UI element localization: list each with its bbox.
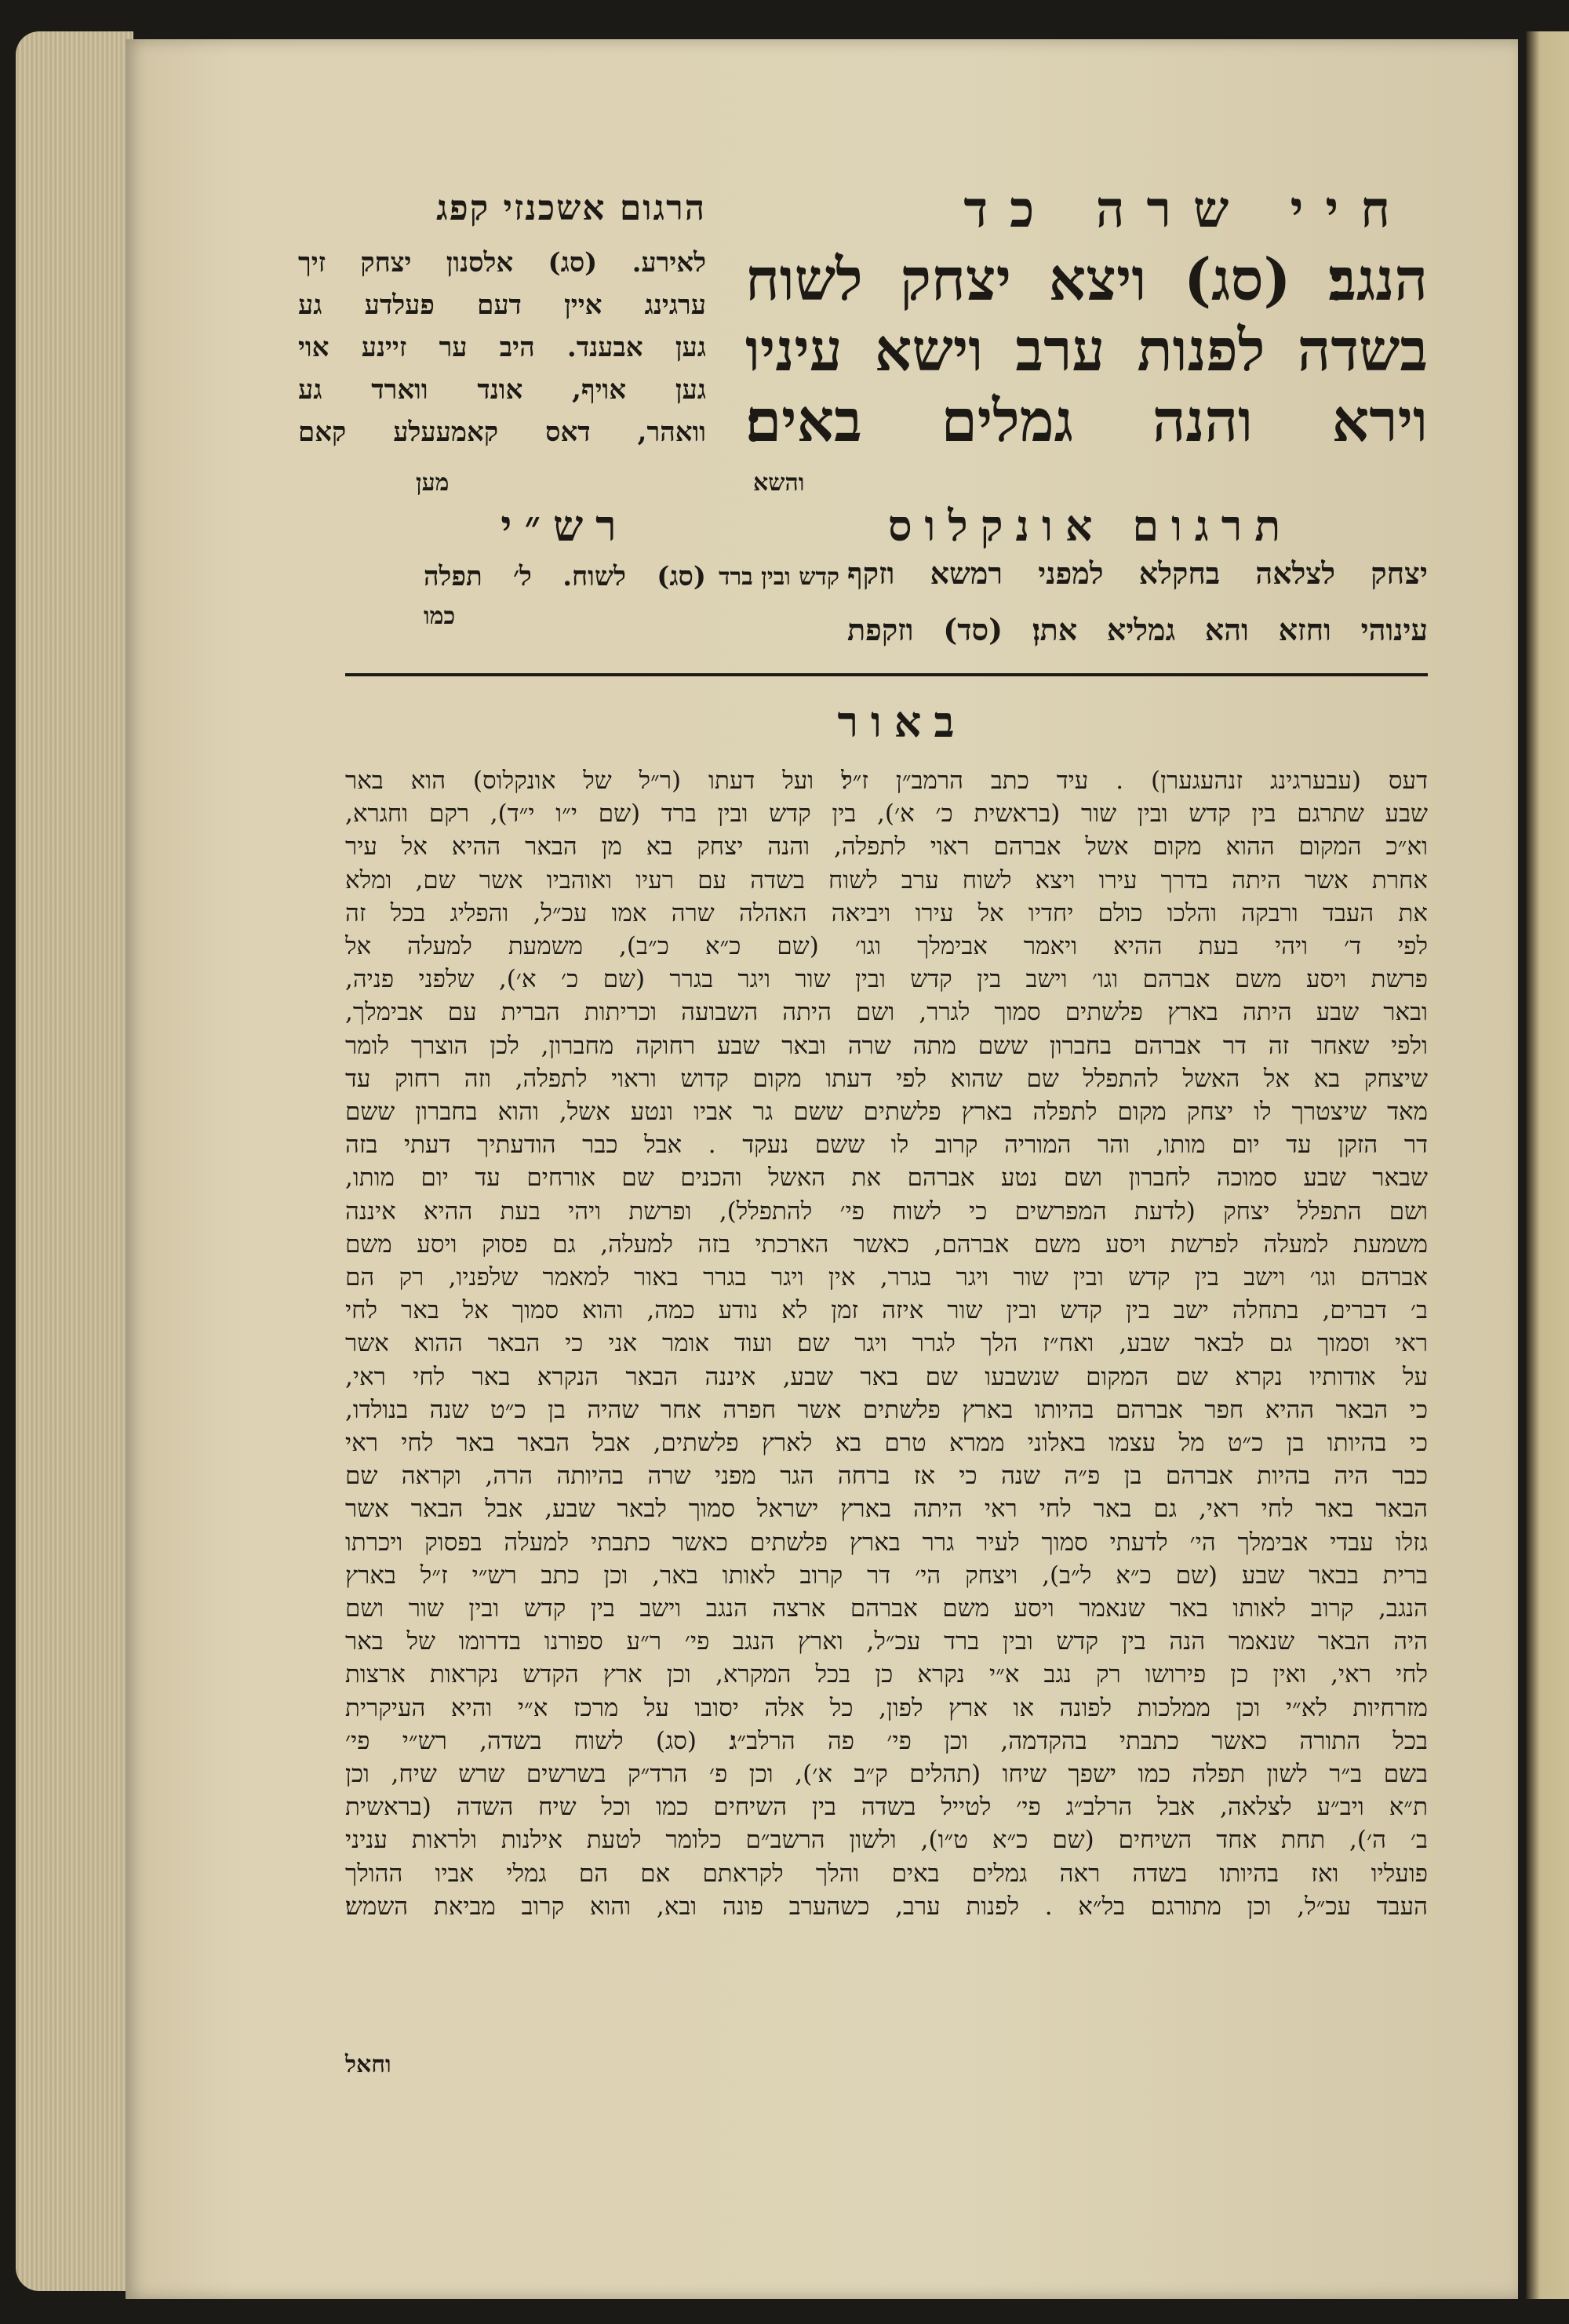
biur-catchword: וחאל — [345, 2051, 391, 2078]
biur-line: דר הזקן עד יום מותו, והר המוריה קרוב לו ששם נעקד . אבל כבר הודעתיך דעתי בזה — [345, 1133, 1428, 1158]
facing-page-edge — [1526, 31, 1569, 2299]
running-header-left: הרגום אשכנזי קפג — [436, 188, 706, 228]
yiddish-line: לאירע. (סג) אלסנון יצחק זיך — [298, 247, 706, 279]
section-divider — [345, 673, 1428, 676]
targum-line: עינוהי וחזא והא גמליא אתן׃ (סד) וזקפת — [847, 612, 1428, 647]
verse-line: הנגב׃ (סג) ויצא יצחק לשוח — [745, 246, 1428, 314]
biur-line: מזרחיות לא״י וכן ממלכות לפונה או ארץ לפון, כל אלה יסובו על מרכז א״י והיא העיקרית — [345, 1696, 1428, 1721]
yiddish-line: וואהר, דאס קאמעעלע קאם — [298, 417, 706, 448]
biur-line: משמעת למעלה לפרשת ויסע משם אברהם, כאשר הארכתי בזה למעלה, גם פסוק ויסע משם — [345, 1232, 1428, 1257]
biur-line: פרשת ויסע משם אברהם וגו׳ וישב בין קדש ובין שור ויגר בגרר (שם כ׳ א׳), שלפני פניה, — [345, 967, 1428, 993]
biur-line: לחי ראי, ואין כן פירושו רק נגב א״י נקרא כן בכל המקרא, וכן ארץ הקדש נקראות ארצות — [345, 1663, 1428, 1688]
biur-title: באור — [837, 697, 967, 747]
verse-line: וירא והנה גמלים באים׃ — [745, 388, 1428, 455]
rashi-title: רש״י — [501, 501, 629, 551]
rashi-line: (סג) לשוח. ל׳ תפלה — [424, 561, 706, 592]
verse-catchword: והשא — [753, 469, 805, 497]
running-header-right: חיי שרה כד — [963, 180, 1412, 239]
targum-line: יצחק לצלאה בחקלא למפני רמשא וזקף — [847, 556, 1428, 591]
targum-margin-note: קדש ובין ברד — [719, 563, 839, 591]
yiddish-line: ערגינג איין דעם פעלדע גע — [298, 290, 706, 321]
biur-line: ראי וסמוך גם לבאר שבע, ואח״ז הלך לגרר ויגר שם׃ ועוד אומר אני כי הבאר ההוא אשר — [345, 1331, 1428, 1357]
biur-line: מאד שיצטרך לו יצחק מקום לתפלה בארץ פלשתים ששם גר אביו ונטע אשל, והוא בחברון ששם — [345, 1100, 1428, 1124]
biur-line: ת״א ויב״ע לצלאה, אבל הרלב״ג פי׳ לטייל בשדה בין השיחים כמו וכל שיח השדה (בראשית — [345, 1795, 1428, 1820]
biur-line: כבר היה בהיות אברהם בן פ״ה שנה כי אז ברחה הגר מפני שרה בהיותה הרה, וקראה שם — [345, 1464, 1428, 1489]
biur-line: ולפי שאחר זה דר אברהם בחברון ששם מתה שרה ובאר שבע רחוקה מחברון, לכן הוצרך לומר — [345, 1033, 1428, 1058]
biur-line: שיצחק בא אל האשל להתפלל שם שהוא לפי דעתו מקום קדוש וראוי לתפלה, וזה רחוק עד — [345, 1066, 1428, 1091]
biur-line: וא״כ המקום ההוא מקום אשל אברהם ראוי לתפלה, והנה יצחק בא מן הבאר ההיא אל עיר — [345, 835, 1428, 860]
biur-line: כי בהיותו בן כ״ט מל עצמו באלוני ממרא טרם בא לארץ פלשתים, אבל הבאר באר לחי ראי — [345, 1431, 1428, 1455]
biur-line: ב׳ ה׳), תחת אחד השיחים (שם כ״א ט״ו), ולשון הרשב״ם כלומר לטעת אילנות ולראות עניני — [345, 1828, 1428, 1853]
rashi-catchword: כמו — [424, 603, 456, 630]
biur-line: אברהם וגו׳ וישב בין קדש ובין שור ויגר בגרר, אין ויגר בגרר באור למאמר שלפניו, רק הם — [345, 1266, 1428, 1290]
biur-line: ב׳ דברים, בתחלה ישב בין קדש ובין שור איזה זמן לא נודע כמה, והוא סמוך אל באר לחי — [345, 1299, 1428, 1324]
biur-line: את העבד ורבקה והלכו כולם יחדיו אל עירו ויביאה האהלה שרה אמו עכ״ל, והפליג בכל זה — [345, 901, 1428, 926]
biur-line: שבע שתרגם בין קדש ובין שור (בראשית כ׳ א׳), בין קדש ובין ברד (שם י״ו י״ד), רקם וחגרא, — [345, 802, 1428, 827]
biur-line: לפי ד׳ ויהי בעת ההיא ויאמר אבימלך וגו׳ (שם כ״א כ״ב), משמעת למעלה אל — [345, 934, 1428, 959]
yiddish-line: גען אבענד. היב ער זיינע אוי — [298, 332, 706, 363]
biur-line: דעס (עבערגינג זנהעגערן) . עיד כתב הרמב״ן ז״ל׃ ועל דעתו (ר״ל של אונקלוס) הוא באר — [345, 769, 1428, 793]
biur-line: הבאר באר לחי ראי, גם באר לחי ראי היתה בארץ ישראל סמוך לבאר שבע, אבל הבאר אשר — [345, 1497, 1428, 1522]
biur-line: העבד עכ״ל, וכן מתורגם בל״א . לפנות ערב, כשהערב פונה ובא, והוא קרוב מביאת השמש׃ — [345, 1894, 1428, 1919]
biur-line: ברית בבאר שבע (שם כ״א ל״ב), ויצחק הי׳ דר קרוב לאותו באר, וכן כתב רש״י ז״ל בארץ — [345, 1563, 1428, 1588]
biur-line: בכל התורה כאשר כתבתי בהקדמה, וכן פי׳ פה הרלב״ג׃ (סג) לשוח בשדה, רש״י פי׳ — [345, 1728, 1428, 1754]
biur-line: כי הבאר ההיא חפר אברהם בהיותו בארץ פלשתים אשר חפרה אחר שהיה בן כ״ט שנה בנולדו, — [345, 1397, 1428, 1422]
biur-line: ושם התפלל יצחק (לדעת המפרשים כי לשוח פי׳ להתפלל), ופרשת ויהי בעת ההיא איננה — [345, 1199, 1428, 1224]
biur-line: ובאר שבע היתה בארץ פלשתים סמוך לגרר, ושם היתה השבועה וכריתות הברית עם אבימלך, — [345, 1000, 1428, 1025]
targum-title: תרגום אונקלוס — [887, 501, 1294, 551]
biur-line: על אודותיו נקרא שם המקום שנשבעו שם באר שבע, איננה הבאר הנקרא באר לחי ראי, — [345, 1364, 1428, 1390]
verse-line: בשדה לפנות ערב וישא עיניו — [745, 317, 1428, 384]
biur-line: אחרת אשר היתה בדרך עירו ויצא לשוח ערב לשוח בשדה עם רעיו ואוהביו אשר שם, ומלא — [345, 868, 1428, 893]
yiddish-line: גען אויף, אונד ווארד גע — [298, 374, 706, 406]
biur-line: פועליו ואז בהיותו בשדה ראה גמלים באים והלך לקראתם אם הם גמלי אביו ההולך — [345, 1861, 1428, 1886]
biur-line: היה הבאר שנאמר הנה בין קדש ובין ברד עכ״ל, וארץ הנגב פי׳ ר״ע ספורנו בדרומו של באר — [345, 1630, 1428, 1655]
yiddish-catchword: מען — [416, 469, 450, 497]
biur-line: גזלו עבדי אבימלך הי׳ לדעתי סמוך לעיר גרר בארץ פלשתים כאשר כתבתי למעלה בפסוק ויכרתו — [345, 1530, 1428, 1555]
biur-line: בשם ב״ר לשון תפלה כמו ישפך שיחו (תהלים ק״ב א׳), וכן פ׳ הרד״ק בשרשים שרש שיח, וכן — [345, 1762, 1428, 1787]
book-page-edges — [16, 31, 133, 2291]
biur-line: הנגב, קרוב לאותו באר שנאמר ויסע משם אברהם ארצה הנגב וישב בין קדש ובין שור ושם — [345, 1597, 1428, 1621]
biur-line: שבאר שבע סמוכה לחברון ושם נטע אברהם את האשל והכנים שם אורחים עד יום מותו, — [345, 1166, 1428, 1191]
